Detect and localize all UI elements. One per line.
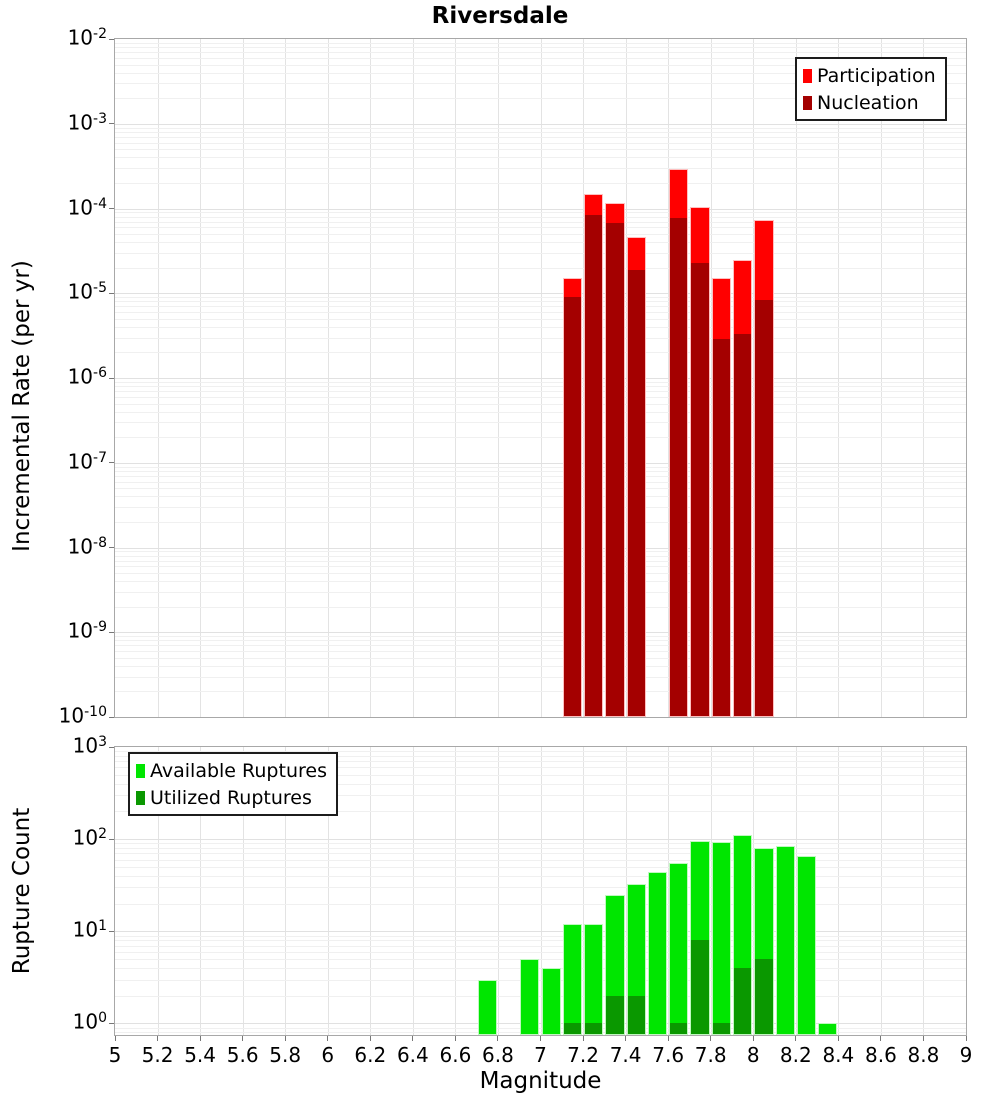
x-tick-label: 5.4 [184, 1043, 216, 1067]
bar-available-ruptures-m6.9 [520, 959, 539, 1035]
gridline-minor [115, 581, 966, 582]
y-tick-label: $10^{-4}$ [67, 195, 107, 220]
gridline-minor [115, 242, 966, 243]
gridline-minor [115, 946, 966, 947]
y-tick-mark [109, 208, 114, 209]
gridline-minor [115, 561, 966, 562]
bar-participation-m7.1 [563, 278, 582, 717]
x-tick-label: 6.6 [439, 1043, 472, 1067]
bar-nucleation-m7.6 [670, 218, 687, 716]
x-tick-mark [923, 1036, 924, 1041]
x-tick-mark [412, 1036, 413, 1041]
gridline-vertical [413, 747, 414, 1035]
x-tick-label: 6.8 [482, 1043, 514, 1067]
x-tick-label: 5.6 [226, 1043, 259, 1067]
gridline-minor [115, 636, 966, 637]
x-axis-label: Magnitude [479, 1068, 602, 1094]
gridline-major [115, 548, 966, 549]
gridline-minor [115, 47, 966, 48]
y-tick-mark [109, 378, 114, 379]
gridline-minor [115, 327, 966, 328]
x-tick-label: 8.2 [779, 1043, 812, 1067]
x-tick-mark [753, 1036, 754, 1041]
x-tick-label: 6.4 [396, 1043, 429, 1067]
x-tick-label: 8.8 [907, 1043, 940, 1067]
bar-utilized-ruptures-m7.2 [585, 1023, 602, 1034]
x-tick-mark [795, 1036, 796, 1041]
x-tick-label: 7.6 [652, 1043, 685, 1067]
gridline-minor [115, 691, 966, 692]
gridline-minor [115, 227, 966, 228]
y-tick-label: $10^{-3}$ [67, 110, 107, 135]
legend-label-utilized: Utilized Ruptures [150, 786, 312, 809]
y-tick-label: $10^{-8}$ [67, 534, 107, 559]
y-tick-mark [109, 123, 114, 124]
gridline-minor [115, 645, 966, 646]
bar-utilized-ruptures-m7.7 [691, 940, 708, 1034]
gridline-minor [115, 467, 966, 468]
gridline-minor [115, 952, 966, 953]
bar-participation-m7.6 [669, 169, 688, 717]
gridline-minor [115, 143, 966, 144]
y-tick-label: $10^0$ [72, 1010, 107, 1035]
x-tick-mark [157, 1036, 158, 1041]
gridline-minor [115, 183, 966, 184]
y-tick-label: $10^2$ [72, 825, 107, 850]
x-tick-mark [966, 1036, 967, 1041]
bar-participation-m7.2 [584, 194, 603, 717]
gridline-minor [115, 843, 966, 844]
legend-label-participation: Participation [817, 64, 936, 87]
y-tick-mark [109, 717, 114, 718]
gridline-vertical [838, 747, 839, 1035]
bar-utilized-ruptures-m7.6 [670, 1023, 687, 1034]
gridline-minor [115, 658, 966, 659]
gridline-vertical [498, 747, 499, 1035]
y-tick-mark [109, 931, 114, 932]
legend-label-nucleation: Nucleation [817, 91, 919, 114]
y-tick-label: $10^{-6}$ [67, 364, 107, 389]
x-tick-label: 8.4 [822, 1043, 855, 1067]
x-tick-label: 7.8 [694, 1043, 727, 1067]
gridline-minor [115, 43, 966, 44]
gridline-minor [115, 212, 966, 213]
bar-available-ruptures-m7.7 [690, 841, 709, 1035]
gridline-minor [115, 573, 966, 574]
bar-nucleation-m7.9 [734, 334, 751, 716]
bar-available-ruptures-m8.2 [797, 856, 816, 1035]
gridline-minor [115, 404, 966, 405]
gridline-major [115, 1023, 966, 1024]
x-tick-mark [200, 1036, 201, 1041]
x-tick-mark [668, 1036, 669, 1041]
x-tick-label: 5 [108, 1043, 122, 1067]
x-tick-mark [115, 1036, 116, 1041]
x-tick-label: 7.4 [609, 1043, 642, 1067]
gridline-minor [115, 234, 966, 235]
gridline-major [115, 839, 966, 840]
x-tick-mark [838, 1036, 839, 1041]
y-tick-label: $10^{-7}$ [67, 449, 107, 474]
x-tick-mark [540, 1036, 541, 1041]
gridline-minor [115, 52, 966, 53]
gridline-minor [115, 507, 966, 508]
y-tick-mark [109, 747, 114, 748]
gridline-minor [115, 666, 966, 667]
x-tick-label: 6.2 [354, 1043, 387, 1067]
x-tick-label: 8 [746, 1043, 760, 1067]
gridline-major [115, 632, 966, 633]
y-tick-label: $10^{-9}$ [67, 618, 107, 643]
legend-item-nucleation [803, 89, 936, 116]
bar-utilized-ruptures-m8 [755, 959, 772, 1034]
y-tick-label: $10^1$ [72, 917, 107, 942]
bar-available-ruptures-m7.1 [563, 924, 582, 1035]
bar-participation-m7.3 [605, 203, 624, 717]
x-tick-label: 5.8 [269, 1043, 302, 1067]
legend-label-available: Available Ruptures [150, 759, 327, 782]
bar-nucleation-m7.3 [606, 223, 623, 716]
gridline-minor [115, 607, 966, 608]
gridline-minor [115, 980, 966, 981]
gridline-vertical [370, 747, 371, 1035]
bar-available-ruptures-m7.5 [648, 872, 667, 1035]
gridline-minor [115, 867, 966, 868]
x-tick-mark [710, 1036, 711, 1041]
chart-title: Riversdale [431, 3, 569, 29]
gridline-minor [115, 959, 966, 960]
gridline-major [115, 124, 966, 125]
gridline-minor [115, 222, 966, 223]
gridline-minor [115, 312, 966, 313]
legend-item-utilized [136, 784, 327, 811]
gridline-minor [115, 338, 966, 339]
gridline-minor [115, 551, 966, 552]
x-tick-mark [497, 1036, 498, 1041]
bar-nucleation-m7.7 [691, 263, 708, 716]
x-tick-mark [242, 1036, 243, 1041]
gridline-minor [115, 968, 966, 969]
gridline-major [115, 378, 966, 379]
gridline-minor [115, 522, 966, 523]
bar-nucleation-m7.1 [564, 297, 581, 716]
gridline-minor [115, 848, 966, 849]
bar-available-ruptures-m8.1 [776, 846, 795, 1035]
bar-participation-m8 [754, 220, 773, 717]
gridline-minor [115, 482, 966, 483]
gridline-minor [115, 319, 966, 320]
legend-count [128, 752, 338, 816]
y-tick-label: $10^{-5}$ [67, 279, 107, 304]
gridline-minor [115, 1028, 966, 1029]
bar-available-ruptures-m7.3 [605, 895, 624, 1035]
gridline-minor [115, 149, 966, 150]
bar-available-ruptures-m8.3 [818, 1023, 837, 1035]
bar-nucleation-m7.2 [585, 215, 602, 716]
gridline-minor [115, 556, 966, 557]
x-tick-mark [285, 1036, 286, 1041]
gridline-minor [115, 677, 966, 678]
x-tick-mark [880, 1036, 881, 1041]
gridline-minor [115, 651, 966, 652]
x-tick-label: 8.6 [864, 1043, 897, 1067]
gridline-minor [115, 860, 966, 861]
bar-utilized-ruptures-m7.9 [734, 968, 751, 1034]
available-ruptures-swatch-icon [136, 764, 145, 778]
gridline-minor [115, 996, 966, 997]
utilized-ruptures-swatch-icon [136, 791, 145, 805]
bar-utilized-ruptures-m7.3 [606, 996, 623, 1034]
gridline-minor [115, 887, 966, 888]
gridline-minor [115, 640, 966, 641]
bar-participation-m7.7 [690, 207, 709, 717]
x-tick-mark [455, 1036, 456, 1041]
gridline-minor [115, 137, 966, 138]
gridline-minor [115, 412, 966, 413]
bar-available-ruptures-m6.7 [478, 980, 497, 1035]
bar-available-ruptures-m7.8 [712, 842, 731, 1035]
gridline-minor [115, 391, 966, 392]
bar-available-ruptures-m7.9 [733, 835, 752, 1035]
bar-available-ruptures-m7.4 [627, 884, 646, 1035]
x-tick-label: 7.2 [567, 1043, 599, 1067]
legend-item-participation [803, 62, 936, 89]
gridline-minor [115, 566, 966, 567]
bar-utilized-ruptures-m7.4 [628, 996, 645, 1034]
gridline-minor [115, 297, 966, 298]
gridline-minor [115, 471, 966, 472]
gridline-minor [115, 1032, 966, 1033]
gridline-major [115, 209, 966, 210]
bar-nucleation-m8 [755, 300, 772, 716]
gridline-minor [115, 437, 966, 438]
gridline-minor [115, 217, 966, 218]
bar-participation-m7.4 [627, 237, 646, 717]
gridline-minor [115, 853, 966, 854]
gridline-minor [115, 876, 966, 877]
gridline-minor [115, 592, 966, 593]
gridline-vertical [923, 747, 924, 1035]
x-tick-label: 5.2 [141, 1043, 174, 1067]
gridline-minor [115, 386, 966, 387]
y-tick-mark [109, 462, 114, 463]
gridline-vertical [881, 747, 882, 1035]
bar-available-ruptures-m7 [542, 968, 561, 1035]
gridline-minor [115, 352, 966, 353]
gridline-minor [115, 253, 966, 254]
y-axis-label-rate-text: Incremental Rate (per yr) [9, 260, 35, 552]
gridline-minor [115, 936, 966, 937]
gridline-minor [115, 422, 966, 423]
bar-available-ruptures-m7.2 [584, 924, 603, 1035]
y-tick-mark [109, 632, 114, 633]
y-tick-mark [109, 39, 114, 40]
gridline-minor [115, 904, 966, 905]
gridline-vertical [455, 747, 456, 1035]
y-tick-label: $10^3$ [72, 733, 107, 758]
gridline-major [115, 293, 966, 294]
y-axis-label-count-text: Rupture Count [9, 807, 35, 975]
legend-item-available [136, 757, 327, 784]
x-tick-mark [370, 1036, 371, 1041]
gridline-minor [115, 157, 966, 158]
gridline-minor [115, 476, 966, 477]
x-tick-label: 9 [959, 1043, 973, 1067]
bar-nucleation-m7.8 [713, 339, 730, 716]
gridline-minor [115, 940, 966, 941]
gridline-minor [115, 382, 966, 383]
bar-participation-m7.8 [712, 278, 731, 717]
x-tick-mark [327, 1036, 328, 1041]
bar-participation-m7.9 [733, 260, 752, 717]
gridline-minor [115, 128, 966, 129]
bar-nucleation-m7.4 [628, 270, 645, 716]
y-tick-mark [109, 547, 114, 548]
bar-utilized-ruptures-m7.8 [713, 1023, 730, 1034]
x-tick-label: 7 [534, 1043, 547, 1067]
gridline-minor [115, 488, 966, 489]
y-tick-label: $10^{-10}$ [58, 703, 107, 728]
bar-available-ruptures-m8 [754, 848, 773, 1035]
y-tick-mark [109, 293, 114, 294]
participation-swatch-icon [803, 69, 812, 83]
gridline-minor [115, 306, 966, 307]
gridline-minor [115, 268, 966, 269]
gridline-major [115, 931, 966, 932]
y-tick-label: $10^{-2}$ [67, 25, 107, 50]
gridline-minor [115, 168, 966, 169]
x-tick-mark [625, 1036, 626, 1041]
gridline-major [115, 463, 966, 464]
nucleation-swatch-icon [803, 96, 812, 110]
gridline-minor [115, 496, 966, 497]
x-tick-mark [583, 1036, 584, 1041]
y-tick-mark [109, 839, 114, 840]
legend-rate [795, 57, 947, 121]
gridline-minor [115, 301, 966, 302]
gridline-minor [115, 397, 966, 398]
gridline-minor [115, 132, 966, 133]
bar-available-ruptures-m7.6 [669, 863, 688, 1035]
x-tick-label: 6 [321, 1043, 335, 1067]
y-tick-mark [109, 1023, 114, 1024]
bar-utilized-ruptures-m7.1 [564, 1023, 581, 1034]
